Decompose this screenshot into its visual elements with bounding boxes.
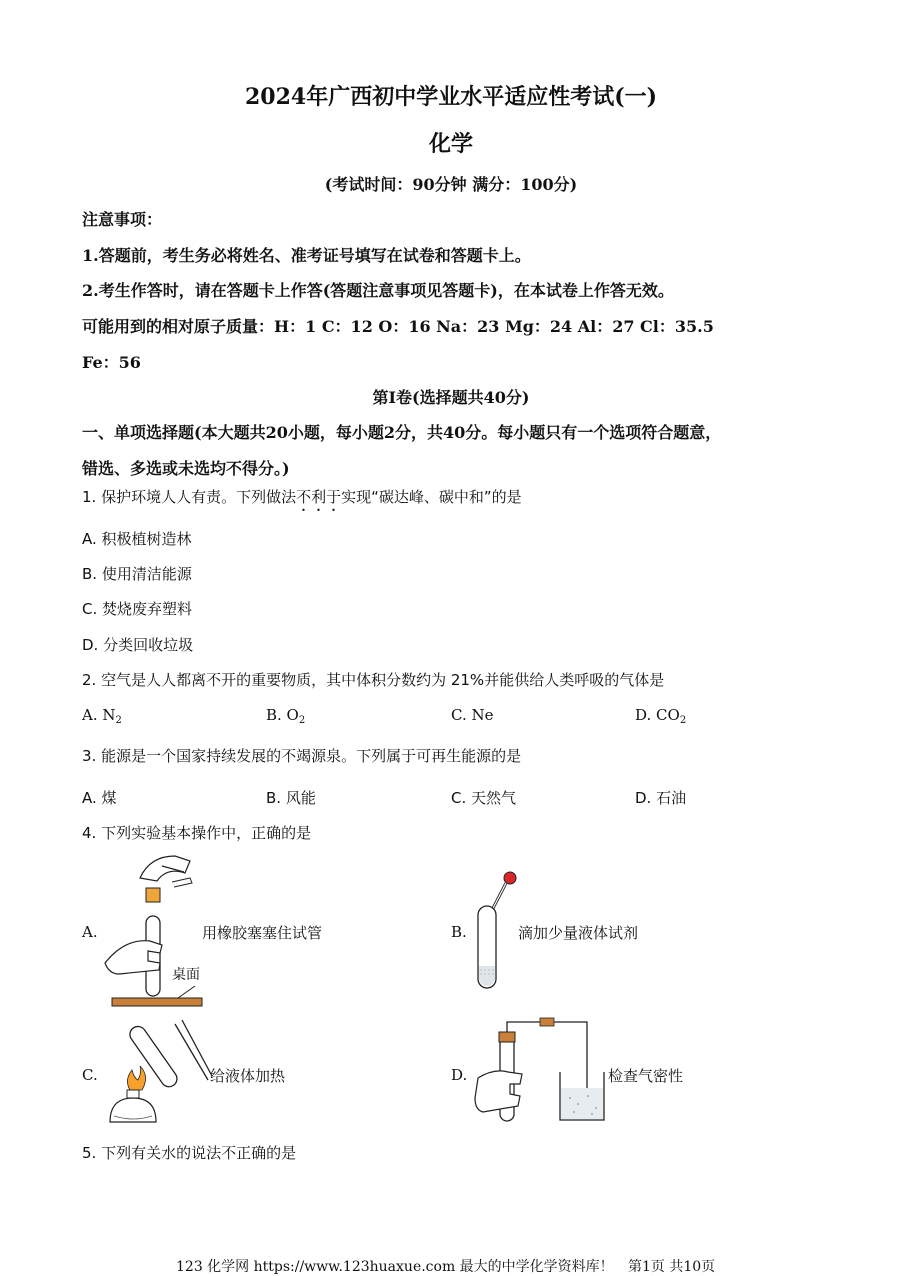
q2-option-b	[266, 706, 305, 726]
part1-instructions-line-1: 一、单项选择题(本大题共20小题，每小题2分，共40分。每小题只有一个选项符合题意，	[82, 423, 722, 442]
q3-option-c: C. 天然气	[451, 789, 517, 807]
atomic-mass-line-2: Fe：56	[82, 353, 141, 372]
note-item-2: 2.考生作答时，请在答题卡上作答(答题注意事项见答题卡)，在本试卷上作答无效。	[82, 281, 674, 300]
q3-option-b: B. 风能	[266, 789, 316, 807]
q4-option-b-text: 滴加少量液体试剂	[518, 924, 639, 942]
q4-option-d-letter: D.	[451, 1066, 468, 1084]
q3-option-d: D. 石油	[635, 789, 687, 807]
exam-info: (考试时间：90分钟 满分：100分)	[324, 175, 578, 194]
part1-instructions-line-2: 错选、多选或未选均不得分。)	[82, 459, 290, 478]
q2-d-sub: 2	[679, 715, 687, 726]
table-label: 桌面	[172, 967, 200, 983]
q2-b-text: B. O	[266, 706, 299, 724]
q2-a-sub: 2	[115, 715, 122, 726]
airtightness-check-illustration	[470, 1018, 610, 1126]
q2-option-d	[635, 706, 686, 726]
note-item-1: 1.答题前，考生务必将姓名、准考证号填写在试卷和答题卡上。	[82, 246, 531, 265]
footer-page-number: 第1页 共10页	[628, 1259, 716, 1275]
exam-title: 2024年广西初中学业水平适应性考试(一)	[244, 84, 658, 110]
q2-b-sub: 2	[298, 715, 306, 726]
q1-option-d: D. 分类回收垃圾	[82, 636, 194, 654]
atomic-mass-line-1: 可能用到的相对原子质量：H：1 C：12 O：16 Na：23 Mg：24 Al：27 Cl：35.5	[82, 317, 714, 336]
q4-option-c-letter: C.	[82, 1066, 98, 1084]
question-4-stem: 4. 下列实验基本操作中，正确的是	[82, 824, 312, 842]
heating-liquid-illustration	[100, 1012, 215, 1132]
stopper-test-tube-illustration	[100, 848, 210, 1013]
notes-heading: 注意事项：	[82, 210, 163, 229]
footer-site-text: 123 化学网 https://www.123huaxue.com 最大的中学化学资料库！	[176, 1259, 614, 1275]
q4-option-c-text: 给液体加热	[210, 1067, 286, 1085]
q3-option-a: A. 煤	[82, 789, 117, 807]
q2-option-c: C. Ne	[451, 706, 494, 724]
subject-title: 化学	[428, 131, 473, 157]
q4-option-b-letter: B.	[451, 923, 467, 941]
q1-emphasis: 不利于	[296, 488, 342, 506]
question-1-stem	[82, 486, 522, 515]
q2-option-a	[82, 706, 122, 726]
q1-option-a: A. 积极植树造林	[82, 530, 192, 548]
q1-suffix: 实现“碳达峰、碳中和”的是	[341, 488, 522, 506]
q4-option-d-text: 检查气密性	[608, 1067, 684, 1085]
section-title: 第Ⅰ卷(选择题共40分)	[372, 388, 530, 407]
q1-prefix: 1. 保护环境人人有责。下列做法	[82, 488, 297, 506]
question-2-stem: 2. 空气是人人都离不开的重要物质，其中体积分数约为 21%并能供给人类呼吸的气体是	[82, 671, 665, 689]
q1-option-b: B. 使用清洁能源	[82, 565, 192, 583]
q4-option-a-letter: A.	[82, 923, 98, 941]
q2-d-text: D. CO	[635, 706, 680, 724]
q1-option-c: C. 焚烧废弃塑料	[82, 600, 193, 618]
q4-option-a-text: 用橡胶塞塞住试管	[202, 924, 323, 942]
question-5-stem: 5. 下列有关水的说法不正确的是	[82, 1144, 297, 1162]
q2-a-text: A. N	[82, 706, 116, 724]
question-3-stem: 3. 能源是一个国家持续发展的不竭源泉。下列属于可再生能源的是	[82, 747, 522, 765]
